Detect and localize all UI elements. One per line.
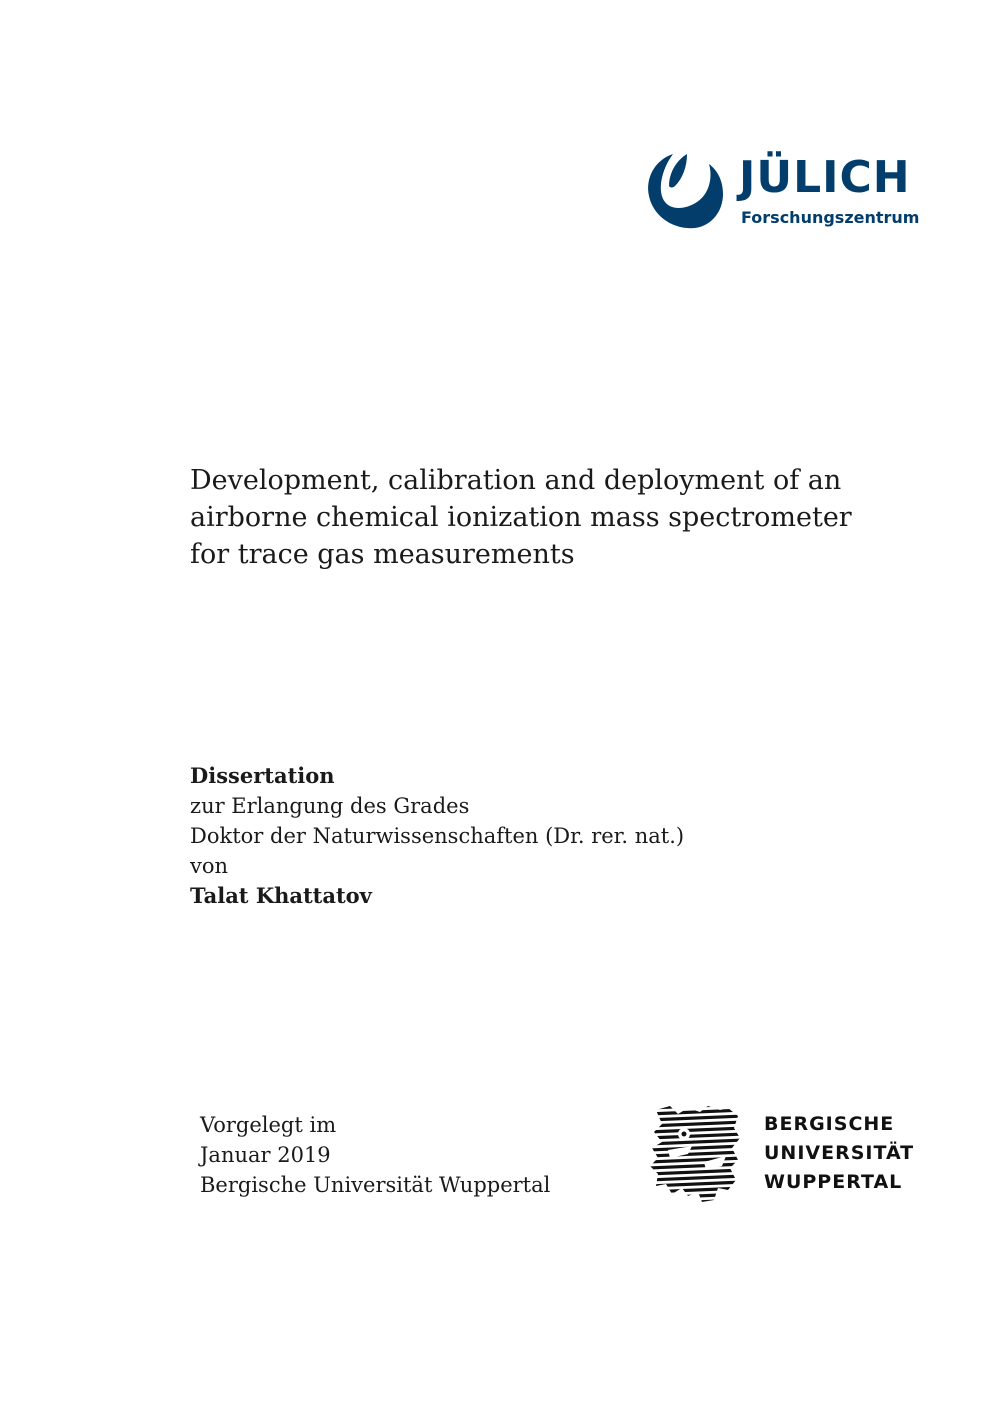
dissertation-block	[190, 761, 830, 911]
university-name-line: BERGISCHE	[764, 1113, 895, 1135]
title-line: Development, calibration and deployment of an	[190, 465, 842, 496]
university-name-line: UNIVERSITÄT	[764, 1142, 915, 1164]
juelich-name: JÜLICH	[739, 152, 911, 203]
juelich-logo	[643, 150, 923, 235]
submission-university: Bergische Universität Wuppertal	[200, 1173, 551, 1197]
by-label: von	[190, 854, 229, 878]
juelich-subtitle: Forschungszentrum	[741, 208, 920, 227]
degree-name: Doktor der Naturwissenschaften (Dr. rer. nat.)	[190, 824, 685, 848]
submission-date: Januar 2019	[200, 1143, 331, 1167]
thesis-title	[190, 462, 890, 573]
author-name: Talat Khattatov	[190, 883, 372, 908]
degree-purpose: zur Erlangung des Grades	[190, 794, 470, 818]
submission-block	[200, 1110, 620, 1200]
submitted-label: Vorgelegt im	[200, 1113, 337, 1137]
title-line: for trace gas measurements	[190, 539, 575, 570]
university-name	[764, 1110, 914, 1197]
dissertation-heading: Dissertation	[190, 763, 335, 788]
juelich-mark-icon	[643, 150, 725, 232]
university-name-line: WUPPERTAL	[764, 1171, 903, 1193]
title-line: airborne chemical ionization mass spectrometer	[190, 502, 852, 533]
lion-icon	[648, 1104, 744, 1204]
university-logo	[648, 1104, 938, 1204]
